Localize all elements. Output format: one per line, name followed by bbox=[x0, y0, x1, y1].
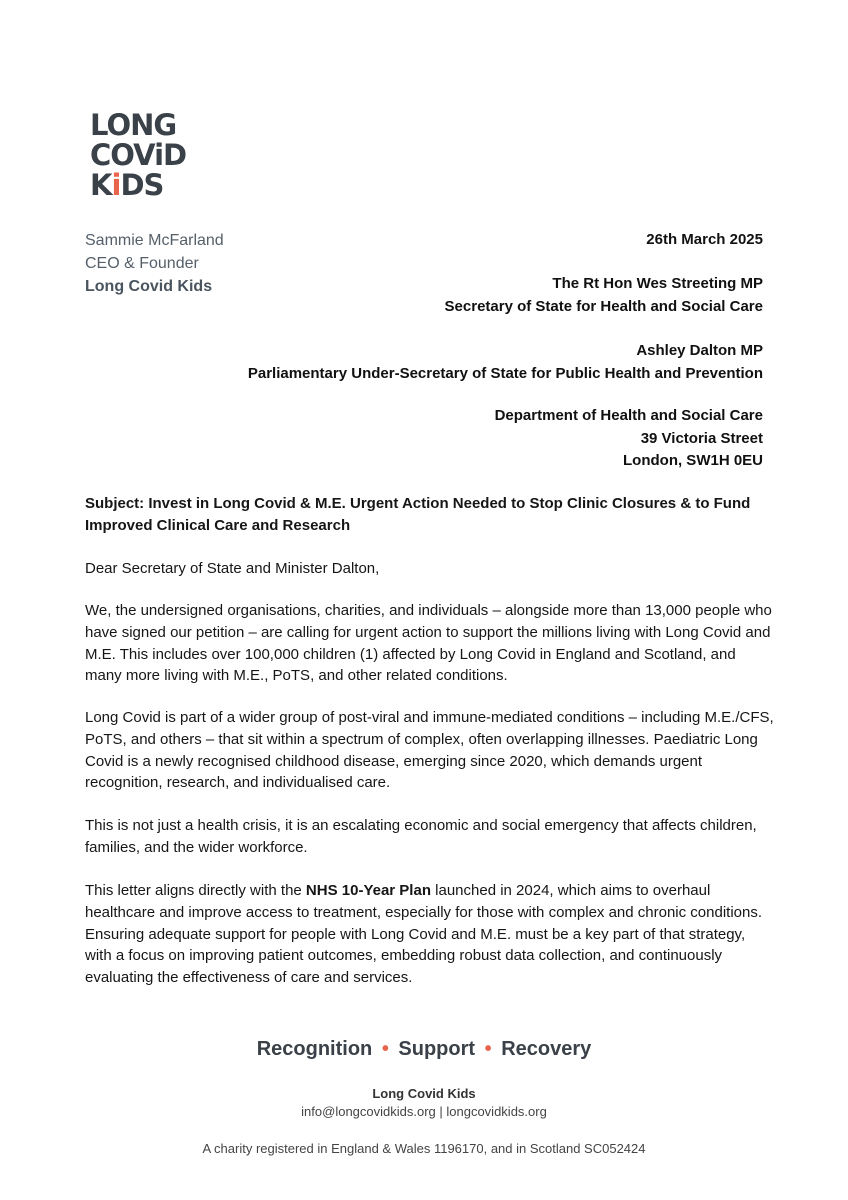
paragraph-4 bbox=[85, 880, 775, 989]
letter-date: 26th March 2025 bbox=[646, 231, 763, 248]
paragraph-1: We, the undersigned organisations, charities, and individuals – alongside more than 13,000 people who have signed our petition – are calling for urgent action to support the millions living with Long Covid and M.E. This includes over 100,000 children (1) affected by Long Covid in England and Scotland, and many more living with M.E., PoTS, and other related conditions. bbox=[85, 602, 772, 685]
paragraph-4-nhs-plan: NHS 10-Year Plan bbox=[305, 882, 431, 899]
paragraph-4-after: launched in 2024, which aims to overhaul healthcare and improve access to treatment, especially for those with complex and chronic conditions. Ensuring adequate support for people with Long Covid and M.E. must be a key part of that strategy, with a focus on improving patient outcomes, embedding robust data collection, and continuously evaluating the effectiveness of care and services. bbox=[85, 882, 763, 987]
paragraph-3: This is not just a health crisis, it is an escalating economic and social emergency that affects children, families, and the wider workforce. bbox=[85, 817, 757, 856]
logo-line-1: LONG bbox=[90, 108, 177, 142]
logo-line-2: COViD bbox=[90, 138, 187, 172]
address-city: London, SW1H 0EU bbox=[623, 452, 763, 469]
paragraph-2: Long Covid is part of a wider group of post-viral and immune-mediated conditions – including M.E./CFS, PoTS, and others – that sit within a spectrum of complex, often overlapping illnesses. Paediatric Long Covid is a newly recognised childhood disease, emerging since 2020, which demands urgent recognition, research, and individualised care. bbox=[85, 709, 774, 792]
recipient-1-title: Secretary of State for Health and Social Care bbox=[444, 297, 763, 315]
recipient-2 bbox=[248, 340, 763, 385]
sender-name: Sammie McFarland bbox=[85, 232, 224, 249]
sender-org: Long Covid Kids bbox=[85, 278, 213, 295]
footer-charity-registration: A charity registered in England & Wales 1196170, and in Scotland SC052424 bbox=[202, 1141, 646, 1156]
tagline-recognition: Recognition bbox=[256, 1038, 373, 1060]
long-covid-kids-logo bbox=[90, 110, 186, 200]
sender-block bbox=[85, 229, 224, 298]
logo-line-3 bbox=[90, 170, 186, 200]
recipient-address bbox=[495, 405, 763, 473]
recipient-1-name: The Rt Hon Wes Streeting MP bbox=[552, 275, 763, 292]
recipient-2-title: Parliamentary Under-Secretary of State for Public Health and Prevention bbox=[247, 364, 763, 382]
letter-subject: Subject: Invest in Long Covid & M.E. Urgent Action Needed to Stop Clinic Closures & to Fund Improved Clinical Care and Research bbox=[85, 495, 751, 534]
recipient-1 bbox=[445, 273, 763, 318]
recipient-2-name: Ashley Dalton MP bbox=[636, 342, 763, 359]
logo-line-3-c: DS bbox=[120, 168, 164, 202]
address-dept: Department of Health and Social Care bbox=[494, 407, 763, 424]
logo-line-3-a: K bbox=[90, 168, 112, 202]
sender-title: CEO & Founder bbox=[85, 255, 199, 272]
footer-org-name: Long Covid Kids bbox=[372, 1086, 476, 1101]
footer-contact: info@longcovidkids.org | longcovidkids.org bbox=[301, 1104, 547, 1119]
address-street: 39 Victoria Street bbox=[640, 429, 763, 447]
tagline-dot-2: • bbox=[484, 1038, 492, 1060]
paragraph-4-before: This letter aligns directly with the bbox=[85, 882, 306, 899]
tagline-support: Support bbox=[398, 1038, 476, 1060]
tagline-dot-1: • bbox=[381, 1038, 389, 1060]
tagline-recovery: Recovery bbox=[501, 1038, 592, 1060]
footer-tagline bbox=[0, 1038, 848, 1061]
logo-line-3-i: i bbox=[111, 168, 121, 202]
letter-salutation: Dear Secretary of State and Minister Dalton, bbox=[85, 560, 380, 577]
